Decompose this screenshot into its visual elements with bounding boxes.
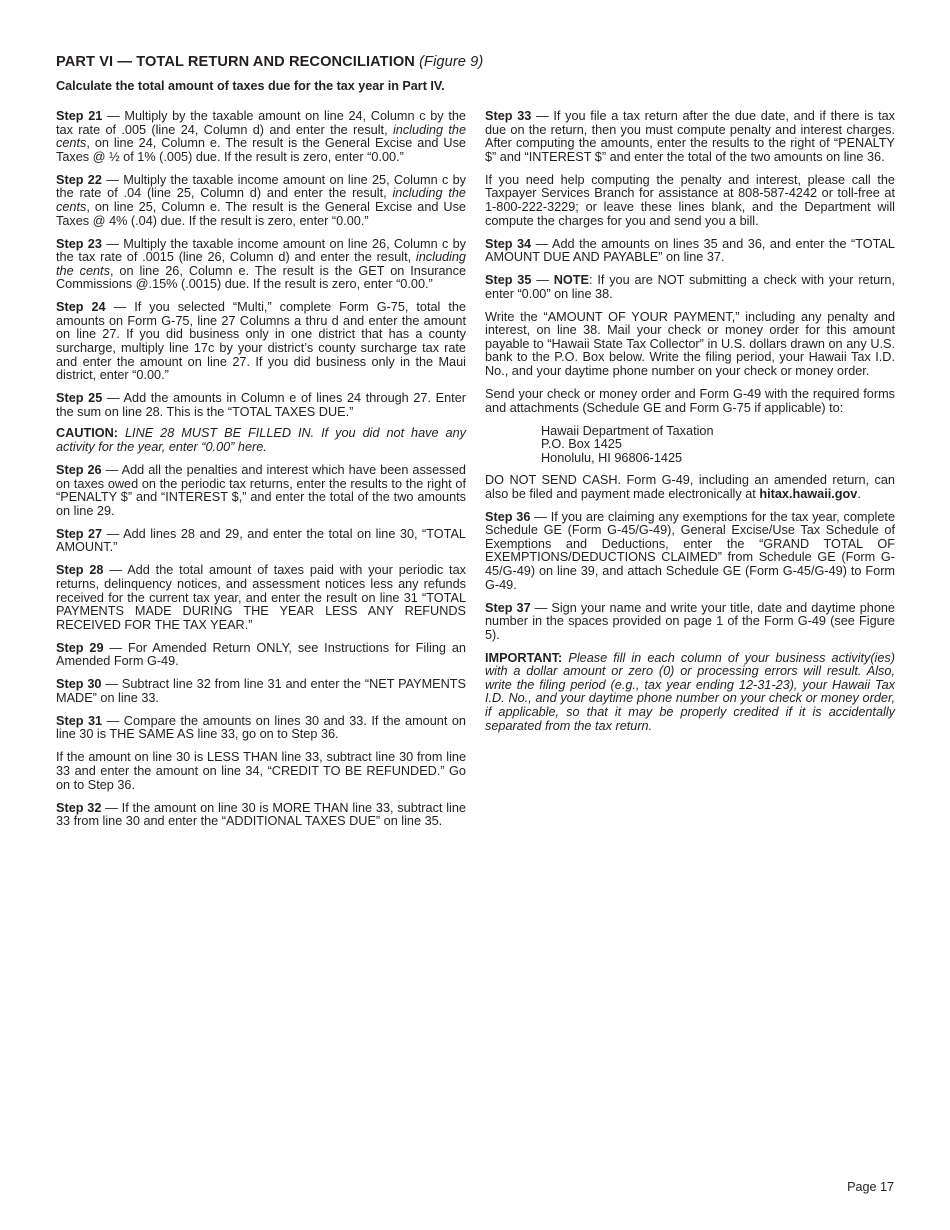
no-cash-note: DO NOT SEND CASH. Form G-49, including an amended return, can also be filed and payment made electronically at hitax.hawaii.gov. [485,473,895,501]
figure-reference: (Figure 9) [419,54,484,70]
step-35: Step 35 — NOTE: If you are NOT submitting a check with your return, enter “0.00” on line 38. [485,273,895,301]
important-note: IMPORTANT: Please fill in each column of your business activity(ies) with a dollar amount or zero (0) or processing errors will result. Also, write the filing period (e.g., tax year ending 12-31-23), your Hawaii Tax I.D. No., and your daytime phone number on your check or money order, if applicable, so that it may be properly credited if it is accidentally separated from the tax return. [485,650,895,733]
step-26: Step 26 — Add all the penalties and interest which have been assessed on taxes owed on the periodic tax returns, enter the results to the right of “PENALTY $” and “INTEREST $,” and enter the total of the two amounts on line 29. [56,463,466,518]
step-37: Step 37 — Sign your name and write your title, date and daytime phone number in the spaces provided on page 1 of the Form G-49 (see Figure 5). [485,600,895,642]
step-27: Step 27 — Add lines 28 and 29, and enter the total on line 30, “TOTAL AMOUNT.” [56,526,466,555]
payment-instructions: Write the “AMOUNT OF YOUR PAYMENT,” including any penalty and interest, on line 38. Mail your check or money order for this amount payable to “Hawaii State Tax Collector” in U.S. dollars drawn on any U.S. bank to the P.O. Box below. Write the filing period, your Hawaii Tax I.D. No., and your daytime phone number on your check or money order. [485,309,895,379]
left-column [56,110,466,838]
instructions-page [56,52,896,829]
send-instructions: Send your check or money order and Form G-49 with the required forms and attachments (Schedule GE and Form G-75 if applicable) to: [485,387,895,415]
step-22: Step 22 — Multiply the taxable income amount on line 25, Column c by the rate of .04 (line 25, Column d) and enter the result, including the cents, on line 25, Column e. The result is the General Excise and Use Taxes @ 4% (.04) due. If the result is zero, enter “0.00.” [56,172,466,228]
step-36: Step 36 — If you are claiming any exemptions for the tax year, complete Schedule GE (Form G-45/G-49), General Excise/Use Tax Schedule of Exemptions and Deductions, enter the “GRAND TOTAL OF EXEMPTIONS/DEDUCTIONS CLAIMED” from Schedule GE (Form G-45/G-49) on line 39, and attach Schedule GE (Form G-45/G-49) to Form G-49. [485,509,896,592]
step-23: Step 23 — Multiply the taxable income amount on line 26, Column c by the tax rate of .0015 (line 26, Column d) and enter the result, including the cents, on line 26, Column e. The result is the GET on Insurance Commissions @.15% (.0015) due. If the result is zero, enter “0.00.” [56,236,466,292]
address-line: P.O. Box 1425 [541,437,622,452]
right-column [485,110,895,743]
step-24: Step 24 — If you selected “Multi,” complete Form G-75, total the amounts on Form G-75, line 27 Columns a thru d and enter the amount on line 27. If you did business only in one district that has a county surcharge, multiply line 17c by your district’s county surcharge tax rate and enter the amount on line 27. If you did business only in the Maui district, enter “0.00.” [56,300,466,383]
step-30: Step 30 — Subtract line 32 from line 31 and enter the “NET PAYMENTS MADE” on line 33. [56,677,466,705]
step-28: Step 28 — Add the total amount of taxes paid with your periodic tax returns, delinquency notices, and assessment notices less any refunds received for the current tax year, and enter the result on line 31 “TOTAL PAYMENTS MADE DURING THE YEAR LESS ANY REFUNDS RECEIVED FOR THE TAX YEAR.” [56,563,466,632]
penalty-help: If you need help computing the penalty and interest, please call the Taxpayer Services Branch for assistance at 808-587-4242 or toll-free at 1-800-222-3229; or leave these lines blank, and the Department will compute the charges for you and send you a bill. [485,172,895,228]
part-title: PART VI — TOTAL RETURN AND RECONCILIATION (Figure 9) [56,54,484,70]
part-subtitle: Calculate the total amount of taxes due for the tax year in Part IV. [56,79,445,93]
step-25: Step 25 — Add the amounts in Column e of lines 24 through 27. Enter the sum on line 28. This is the “TOTAL TAXES DUE.” [56,391,466,419]
step-31: Step 31 — Compare the amounts on lines 30 and 33. If the amount on line 30 is THE SAME AS line 33, go on to Step 36. [56,713,466,742]
caution-note: CAUTION: LINE 28 MUST BE FILLED IN. If you did not have any activity for the year, enter “0.00” here. [56,426,466,455]
page-number: Page 17 [847,1180,894,1194]
step-21: Step 21 — Multiply by the taxable amount on line 24, Column c by the tax rate of .005 (line 24, Column d) and enter the result, including the cents, on line 24, Column e. The result is the General Excise and Use Taxes @ ½ of 1% (.005) due. If the result is zero, enter “0.00.” [56,109,467,164]
mailing-address [541,425,895,466]
tax-website-link[interactable]: hitax.hawaii.gov [759,486,858,501]
step-34: Step 34 — Add the amounts on lines 35 and 36, and enter the “TOTAL AMOUNT DUE AND PAYABLE” on line 37. [485,236,895,265]
step-31-less-than: If the amount on line 30 is LESS THAN line 33, subtract line 30 from line 33 and enter the amount on line 34, “CREDIT TO BE REFUNDED.” Go on to Step 36. [56,750,466,792]
address-line: Honolulu, HI 96806-1425 [541,450,683,465]
step-29: Step 29 — For Amended Return ONLY, see Instructions for Filing an Amended Form G-49. [56,640,466,669]
step-32: Step 32 — If the amount on line 30 is MORE THAN line 33, subtract line 33 from line 30 and enter the “ADDITIONAL TAXES DUE” on line 35. [56,800,466,829]
step-33: Step 33 — If you file a tax return after the due date, and if there is tax due on the return, then you must compute penalty and interest charges. After computing the amounts, enter the results to the right of “PENALTY $” and “INTEREST $” and enter the total of the two amounts on line 36. [485,109,895,164]
address-line: Hawaii Department of Taxation [541,423,714,438]
